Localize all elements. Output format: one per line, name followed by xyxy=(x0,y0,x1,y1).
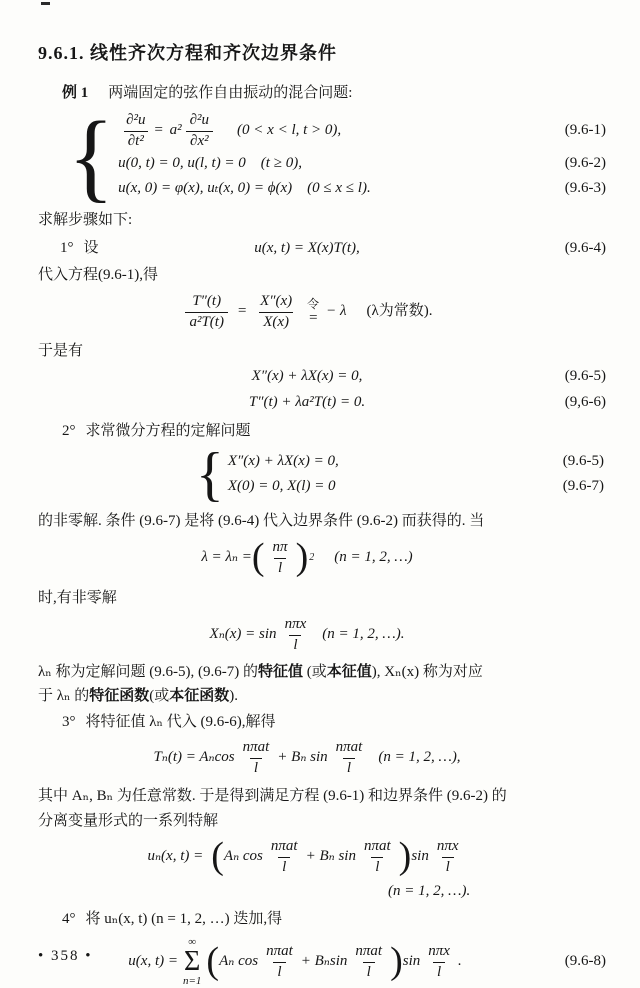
middle-term: + Bₙ sin xyxy=(277,749,328,766)
fraction xyxy=(351,943,386,981)
constant-note: (λ为常数). xyxy=(366,303,433,320)
step-text: 将 uₙ(x, t) (n = 1, 2, …) 迭加,得 xyxy=(85,911,283,928)
fraction xyxy=(186,112,213,150)
step-3-row xyxy=(0,712,640,734)
equation-9-6-2 xyxy=(118,151,640,176)
page-number: • 358 • xyxy=(38,948,93,965)
numerator: nπat xyxy=(266,943,293,960)
bold-term-proper-function: 本征函数 xyxy=(169,688,230,705)
fraction xyxy=(122,112,149,150)
denominator: l xyxy=(433,962,445,981)
example-text: 两端固定的弦作自由振动的混合问题: xyxy=(108,85,353,102)
bold-term-eigenvalue: 特征值 xyxy=(257,664,303,681)
equals-sign: = xyxy=(308,310,319,327)
thus-text: 于是有 xyxy=(38,343,84,360)
text-segment: (或 xyxy=(303,664,327,681)
numerator: ∂²u xyxy=(189,112,210,129)
steps-intro: 求解步骤如下: xyxy=(38,212,133,229)
step-2-row xyxy=(0,421,640,443)
numerator: nπx xyxy=(428,943,450,960)
boundary-condition: u(0, t) = 0, u(l, t) = 0 (t ≥ 0), xyxy=(118,154,302,171)
step-text: 将特征值 λₙ 代入 (9.6-6),解得 xyxy=(85,714,276,731)
equation-9-6-5: X″(x) + λX(x) = 0, xyxy=(251,368,363,385)
equation-number: (9.6-5) xyxy=(564,368,606,385)
system-2-lines xyxy=(228,449,640,499)
bc-body: X(0) = 0, X(l) = 0 xyxy=(227,477,336,494)
step-number: 2° xyxy=(62,423,76,440)
left-paren: ( xyxy=(211,835,224,877)
index-condition: (n = 1, 2, …). xyxy=(322,626,405,643)
step-number: 1° xyxy=(60,240,74,257)
fraction xyxy=(262,943,297,981)
ode-body: X″(x) + λX(x) = 0, xyxy=(227,452,339,469)
middle-term: + Bₙ sin xyxy=(305,848,356,865)
rhs-lambda: − λ xyxy=(326,303,347,320)
step-1-row xyxy=(0,237,640,261)
denominator: l xyxy=(371,857,383,876)
fraction xyxy=(360,838,395,876)
fraction xyxy=(269,539,292,577)
equation-number: (9.6-8) xyxy=(564,953,606,970)
lead: λ = λₙ = xyxy=(201,549,252,566)
section-title: 9.6.1. 线性齐次方程和齐次边界条件 xyxy=(38,43,337,63)
let-annotation: 令 xyxy=(307,297,320,312)
text-segment: 于 λₙ 的 xyxy=(38,688,90,705)
equation-number: (9.6-1) xyxy=(564,122,606,139)
fraction xyxy=(281,616,311,654)
equation-number: (9.6-5) xyxy=(562,452,604,469)
denominator: l xyxy=(274,558,286,577)
summation-symbol xyxy=(183,937,201,988)
un-condition: (n = 1, 2, …). xyxy=(388,883,471,900)
sum-upper-limit: ∞ xyxy=(188,935,197,948)
left-paren: ( xyxy=(206,940,220,982)
lead: uₙ(x, t) = xyxy=(147,848,204,865)
paragraph-general-line2: 分离变量形式的一系列特解 xyxy=(38,813,219,830)
numerator: nπat xyxy=(270,838,298,855)
sin-term: sin xyxy=(402,953,421,970)
text-segment: λₙ 称为定解问题 (9.6-5), (9.6-7) 的 xyxy=(38,664,258,681)
fraction xyxy=(256,293,296,331)
fraction xyxy=(185,293,228,331)
lead: Tₙ(t) = Aₙcos xyxy=(153,749,235,766)
ratio-equation xyxy=(0,290,640,334)
lead: u(x, t) = xyxy=(128,953,178,970)
equation-9-6-5-row xyxy=(0,365,640,389)
eigenvalue-equation xyxy=(0,536,640,580)
exponent: 2 xyxy=(309,551,315,563)
denominator: l xyxy=(250,758,262,777)
right-paren: ) xyxy=(295,536,309,578)
equation-number: (9.6-4) xyxy=(564,240,606,257)
eigenfunction-equation xyxy=(0,614,640,656)
term: Aₙ cos xyxy=(219,953,259,970)
equation-system-2 xyxy=(196,439,640,508)
lead: Xₙ(x) = sin xyxy=(209,626,277,643)
sum-equation xyxy=(0,935,640,988)
sum-lower-limit: n=1 xyxy=(182,975,202,988)
numerator: nπat xyxy=(355,943,383,960)
substitute-text: 代入方程(9.6-1),得 xyxy=(38,267,158,284)
equation-number: (9,6-6) xyxy=(564,394,606,411)
equation-number: (9.6-7) xyxy=(562,477,604,494)
equation-number: (9.6-3) xyxy=(564,179,606,196)
equation-9-6-6-row xyxy=(0,391,640,415)
equation-9-6-1 xyxy=(118,111,640,151)
numerator: nπx xyxy=(284,616,307,633)
term: Aₙ cos xyxy=(223,848,263,865)
index-condition: (n = 1, 2, …) xyxy=(334,549,413,566)
middle-term: + Bₙsin xyxy=(300,953,348,970)
denominator: X(x) xyxy=(259,312,293,331)
equation-number: (9.6-2) xyxy=(564,154,606,171)
equation-9-6-4: u(x, t) = X(x)T(t), xyxy=(254,240,360,257)
numerator: T″(t) xyxy=(192,293,222,310)
numerator: ∂²u xyxy=(126,112,146,129)
denominator: l xyxy=(363,962,375,981)
denominator: l xyxy=(278,857,290,876)
scan-tick-mark xyxy=(41,2,50,5)
then-nonzero-text: 时,有非零解 xyxy=(38,590,117,607)
numerator: nπ xyxy=(272,539,288,556)
bold-term-proper-value: 本征值 xyxy=(326,664,372,681)
numerator: nπat xyxy=(363,838,391,855)
index-condition: (n = 1, 2, …), xyxy=(378,749,461,766)
period: . xyxy=(457,953,462,970)
right-paren: ) xyxy=(390,940,403,982)
denominator: a²T(t) xyxy=(185,312,228,331)
denominator: l xyxy=(289,635,301,654)
numerator: nπat xyxy=(335,739,363,756)
sigma-glyph: Σ xyxy=(184,945,201,977)
step-text: 求常微分方程的定解问题 xyxy=(85,423,251,440)
equals-sign: = xyxy=(153,122,164,139)
text-segment: (或 xyxy=(149,688,170,705)
initial-condition: u(x, 0) = φ(x), uₜ(x, 0) = ϕ(x) (0 ≤ x ≤ l). xyxy=(118,179,371,196)
equation-9-6-5-repeat xyxy=(228,449,640,474)
equation-9-6-6: T″(t) + λa²T(t) = 0. xyxy=(248,394,366,411)
system-1-lines xyxy=(118,111,640,201)
numerator: nπat xyxy=(242,739,270,756)
let-equals-group xyxy=(307,298,319,326)
un-equation xyxy=(0,835,640,879)
example-label: 例 1 xyxy=(62,85,89,102)
step-1-label-group xyxy=(60,238,99,260)
paragraph-eigen-line1 xyxy=(0,662,640,684)
coefficient: a² xyxy=(169,122,182,139)
fraction xyxy=(332,739,367,777)
text-segment: ). xyxy=(229,688,239,705)
denominator: l xyxy=(273,962,285,981)
step-word: 设 xyxy=(83,240,99,257)
equation-9-6-3 xyxy=(118,176,640,201)
paragraph-eigen-line2 xyxy=(0,686,640,708)
left-paren: ( xyxy=(251,536,265,578)
equation-system-1 xyxy=(68,99,640,212)
equals-sign: = xyxy=(236,303,248,320)
step-number: 3° xyxy=(62,714,76,731)
denominator: l xyxy=(442,857,454,876)
fraction xyxy=(424,943,454,981)
text-segment: ), Xₙ(x) 称为对应 xyxy=(371,664,483,681)
numerator: X″(x) xyxy=(260,293,293,310)
numerator: nπx xyxy=(436,838,459,855)
fraction xyxy=(267,838,302,876)
sin-term: sin xyxy=(411,848,429,865)
denominator: l xyxy=(343,758,355,777)
step-number: 4° xyxy=(62,911,76,928)
paragraph-nonzero: 的非零解. 条件 (9.6-7) 是将 (9.6-4) 代入边界条件 (9.6-2) 而获得的. 当 xyxy=(38,513,485,530)
denominator: ∂x² xyxy=(186,131,213,150)
fraction xyxy=(433,838,463,876)
bold-term-eigenfunction: 特征函数 xyxy=(89,688,150,705)
left-brace: { xyxy=(68,99,115,212)
tn-equation xyxy=(0,737,640,779)
denominator: ∂t² xyxy=(124,131,148,150)
equation-9-6-7 xyxy=(228,474,640,499)
right-paren: ) xyxy=(398,835,412,877)
paragraph-general-line1: 其中 Aₙ, Bₙ 为任意常数. 于是得到满足方程 (9.6-1) 和边界条件 (9.6-2) 的 xyxy=(38,788,507,805)
left-brace: { xyxy=(196,439,224,508)
step-4-row xyxy=(0,909,640,931)
domain-condition: (0 < x < l, t > 0), xyxy=(237,122,342,139)
fraction xyxy=(239,739,274,777)
